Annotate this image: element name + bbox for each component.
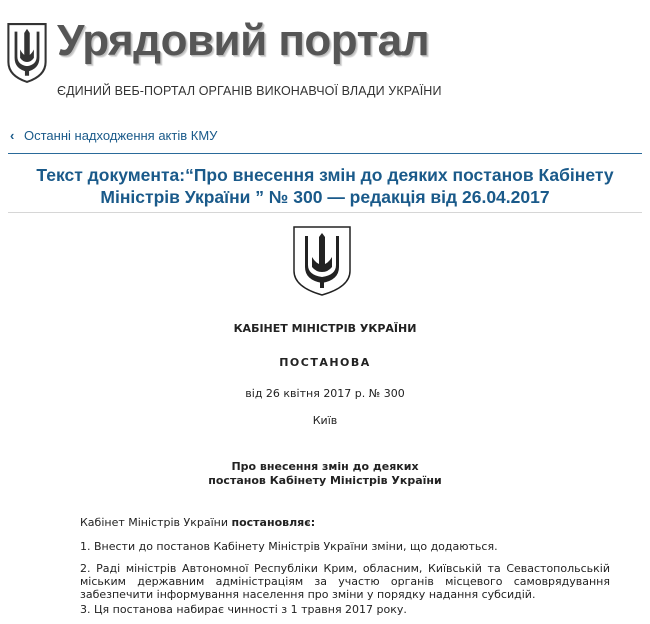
title-divider (8, 212, 642, 213)
decree-subject (40, 460, 610, 488)
breadcrumb-divider (8, 153, 642, 154)
document-title: Текст документа:“Про внесення змін до деяких постанов Кабінету Міністрів України ” № 300 — редакція від 26.04.2017 (36, 165, 614, 207)
decree-date: від 26 квітня 2017 р. № 300 (245, 387, 405, 400)
intro-bold: постановляє: (231, 516, 316, 529)
trident-coat-of-arms-icon (292, 225, 352, 297)
decree-heading: ПОСТАНОВА (279, 356, 371, 369)
site-header (0, 0, 650, 110)
item-2: 2. Раді міністрів Автономної Республіки Крим, обласним, Київській та Севастопольській міським державним адміністраціям за участю органів місцевого самоврядування забезпечити інформування населення про зміни у порядку надання субсидій. (80, 562, 610, 601)
subject-line-1: Про внесення змін до деяких (231, 460, 419, 473)
breadcrumb-back-link[interactable] (10, 128, 640, 148)
intro-paragraph (80, 516, 610, 529)
site-title[interactable]: Урядовий портал (57, 16, 430, 65)
chevron-left-icon: ‹ (10, 128, 15, 143)
breadcrumb-label[interactable]: Останні надходження актів КМУ (24, 128, 218, 143)
item-3: 3. Ця постанова набирає чинності з 1 травня 2017 року. (80, 603, 407, 616)
item-1: 1. Внести до постанов Кабінету Міністрів України зміни, що додаються. (80, 540, 498, 553)
subject-line-2: постанов Кабінету Міністрів України (208, 474, 442, 487)
trident-coat-of-arms-icon[interactable] (6, 22, 48, 84)
decree-city: Київ (312, 414, 338, 427)
cabinet-heading: КАБІНЕТ МІНІСТРІВ УКРАЇНИ (233, 322, 417, 335)
intro-text: Кабінет Міністрів України (80, 516, 232, 529)
site-subtitle: ЄДИНИЙ ВЕБ-ПОРТАЛ ОРГАНІВ ВИКОНАВЧОЇ ВЛАДИ УКРАЇНИ (57, 84, 442, 98)
